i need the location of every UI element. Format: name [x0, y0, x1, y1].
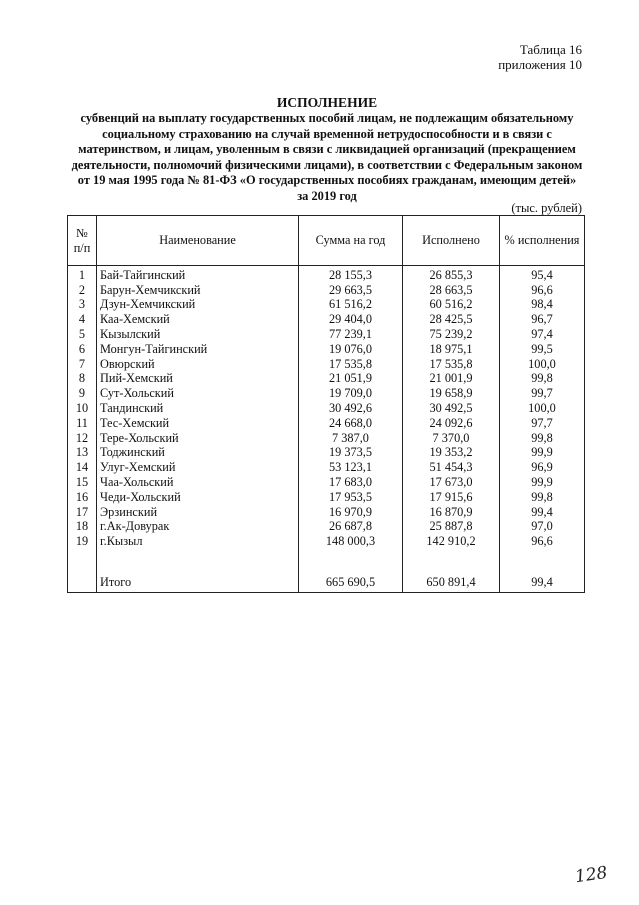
row-number: 14: [68, 460, 97, 475]
row-percent: 99,8: [500, 372, 585, 387]
row-sum: 29 404,0: [299, 312, 403, 327]
row-sum: 19 709,0: [299, 386, 403, 401]
row-name: Тандинский: [97, 401, 299, 416]
table-header-row: [68, 216, 585, 266]
subtitle-line: субвенций на выплату государственных пособий лицам, не подлежащим обязательному: [80, 111, 574, 125]
row-done: 60 516,2: [403, 298, 500, 313]
row-sum: 16 970,9: [299, 505, 403, 520]
table-total-row: [68, 572, 585, 593]
subtitle-line: материнством, и лицам, уволенным в связи с ликвидацией организаций (прекращением: [78, 142, 576, 157]
row-percent: 100,0: [500, 357, 585, 372]
row-name: Пий-Хемский: [97, 372, 299, 387]
row-percent: 96,9: [500, 460, 585, 475]
row-name: Тере-Хольский: [97, 431, 299, 446]
row-number: 16: [68, 490, 97, 505]
row-sum: 61 516,2: [299, 298, 403, 313]
subtitle-line: социальному страхованию на случай временной нетрудоспособности и в связи с: [102, 126, 552, 141]
row-number: 17: [68, 505, 97, 520]
row-done: 7 370,0: [403, 431, 500, 446]
row-number: 10: [68, 401, 97, 416]
row-sum: 19 373,5: [299, 446, 403, 461]
row-percent: 99,9: [500, 446, 585, 461]
subtitle-line: за 2019 год: [297, 188, 357, 203]
table-row: [68, 505, 585, 520]
row-name: Бай-Тайгинский: [97, 266, 299, 283]
row-name: Кызылский: [97, 327, 299, 342]
row-sum: 53 123,1: [299, 460, 403, 475]
row-done: 25 887,8: [403, 520, 500, 535]
total-sum: 665 690,5: [299, 572, 403, 593]
row-done: 17 673,0: [403, 475, 500, 490]
table-ref-label: Таблица 16: [519, 42, 582, 57]
row-done: 51 454,3: [403, 460, 500, 475]
table-row: [68, 431, 585, 446]
row-number: 11: [68, 416, 97, 431]
row-number: 9: [68, 386, 97, 401]
table-row: [68, 298, 585, 313]
table-row: [68, 475, 585, 490]
row-done: 16 870,9: [403, 505, 500, 520]
row-number: 7: [68, 357, 97, 372]
row-percent: 95,4: [500, 266, 585, 283]
row-percent: 99,5: [500, 342, 585, 357]
row-name: Тоджинский: [97, 446, 299, 461]
row-name: Чаа-Хольский: [97, 475, 299, 490]
row-percent: 96,6: [500, 534, 585, 549]
column-header-number: [68, 216, 97, 266]
table-row: [68, 283, 585, 298]
row-name: г.Кызыл: [97, 534, 299, 549]
row-number: 19: [68, 534, 97, 549]
row-name: Барун-Хемчикский: [97, 283, 299, 298]
row-percent: 99,4: [500, 505, 585, 520]
row-number: 6: [68, 342, 97, 357]
row-sum: 28 155,3: [299, 266, 403, 283]
subtitle-line: деятельности, полномочий физическими лицами), в соответствии с Федеральным законом: [71, 157, 583, 172]
row-done: 19 658,9: [403, 386, 500, 401]
subtitle-line: от 19 мая 1995 года № 81-ФЗ «О государственных пособиях гражданам, имеющим детей»: [77, 173, 577, 188]
row-number: 8: [68, 372, 97, 387]
table-row: [68, 312, 585, 327]
title-block: [60, 95, 594, 205]
row-percent: 98,4: [500, 298, 585, 313]
table-row: [68, 266, 585, 283]
table-row: [68, 534, 585, 549]
row-name: Тес-Хемский: [97, 416, 299, 431]
row-done: 26 855,3: [403, 266, 500, 283]
row-name: Дзун-Хемчикский: [97, 298, 299, 313]
row-done: 28 663,5: [403, 283, 500, 298]
table-row: [68, 357, 585, 372]
row-number: 15: [68, 475, 97, 490]
column-header-number-abbr: п/п: [73, 240, 91, 255]
table-row: [68, 446, 585, 461]
row-percent: 97,4: [500, 327, 585, 342]
row-sum: 30 492,6: [299, 401, 403, 416]
row-sum: 77 239,1: [299, 327, 403, 342]
row-done: 30 492,5: [403, 401, 500, 416]
row-percent: 100,0: [500, 401, 585, 416]
row-percent: 96,6: [500, 283, 585, 298]
row-name: Сут-Хольский: [97, 386, 299, 401]
row-percent: 99,8: [500, 490, 585, 505]
execution-table: [67, 215, 585, 593]
row-sum: 148 000,3: [299, 534, 403, 549]
row-number: 4: [68, 312, 97, 327]
row-done: 21 001,9: [403, 372, 500, 387]
table-spacer-row: [68, 549, 585, 572]
row-done: 19 353,2: [403, 446, 500, 461]
row-name: Улуг-Хемский: [97, 460, 299, 475]
row-sum: 17 953,5: [299, 490, 403, 505]
row-sum: 17 535,8: [299, 357, 403, 372]
row-sum: 24 668,0: [299, 416, 403, 431]
column-header-percent: % исполнения: [500, 216, 585, 266]
column-header-sum: Сумма на год: [299, 216, 403, 266]
row-percent: 99,7: [500, 386, 585, 401]
table-row: [68, 490, 585, 505]
row-name: Монгун-Тайгинский: [97, 342, 299, 357]
table-row: [68, 401, 585, 416]
total-percent: 99,4: [500, 572, 585, 593]
handwritten-page-number: 128: [573, 862, 609, 888]
table-row: [68, 386, 585, 401]
document-title: ИСПОЛНЕНИЕ: [276, 95, 378, 110]
row-percent: 97,0: [500, 520, 585, 535]
row-number: 2: [68, 283, 97, 298]
total-label: Итого: [97, 572, 299, 593]
table-row: [68, 416, 585, 431]
row-number: 13: [68, 446, 97, 461]
column-header-number-sign: №: [76, 225, 88, 240]
row-name: Чеди-Хольский: [97, 490, 299, 505]
units-note: (тыс. рублей): [511, 201, 582, 215]
total-done: 650 891,4: [403, 572, 500, 593]
row-name: г.Ак-Довурак: [97, 520, 299, 535]
table-row: [68, 327, 585, 342]
row-sum: 17 683,0: [299, 475, 403, 490]
table-reference: [498, 42, 582, 72]
table-row: [68, 342, 585, 357]
table-row: [68, 520, 585, 535]
row-name: Овюрский: [97, 357, 299, 372]
row-done: 24 092,6: [403, 416, 500, 431]
column-header-name: Наименование: [97, 216, 299, 266]
table-row: [68, 372, 585, 387]
row-sum: 26 687,8: [299, 520, 403, 535]
row-sum: 21 051,9: [299, 372, 403, 387]
row-percent: 97,7: [500, 416, 585, 431]
row-number: 5: [68, 327, 97, 342]
row-done: 17 535,8: [403, 357, 500, 372]
row-sum: 19 076,0: [299, 342, 403, 357]
row-sum: 29 663,5: [299, 283, 403, 298]
row-name: Эрзинский: [97, 505, 299, 520]
row-done: 17 915,6: [403, 490, 500, 505]
row-name: Каа-Хемский: [97, 312, 299, 327]
row-sum: 7 387,0: [299, 431, 403, 446]
column-header-done: Исполнено: [403, 216, 500, 266]
row-done: 75 239,2: [403, 327, 500, 342]
row-done: 28 425,5: [403, 312, 500, 327]
row-number: 18: [68, 520, 97, 535]
appendix-ref-label: приложения 10: [498, 57, 582, 72]
row-percent: 96,7: [500, 312, 585, 327]
table-row: [68, 460, 585, 475]
row-number: 3: [68, 298, 97, 313]
row-number: 1: [68, 266, 97, 283]
total-number-cell: [68, 572, 97, 593]
row-done: 142 910,2: [403, 534, 500, 549]
row-percent: 99,9: [500, 475, 585, 490]
row-number: 12: [68, 431, 97, 446]
row-percent: 99,8: [500, 431, 585, 446]
row-done: 18 975,1: [403, 342, 500, 357]
